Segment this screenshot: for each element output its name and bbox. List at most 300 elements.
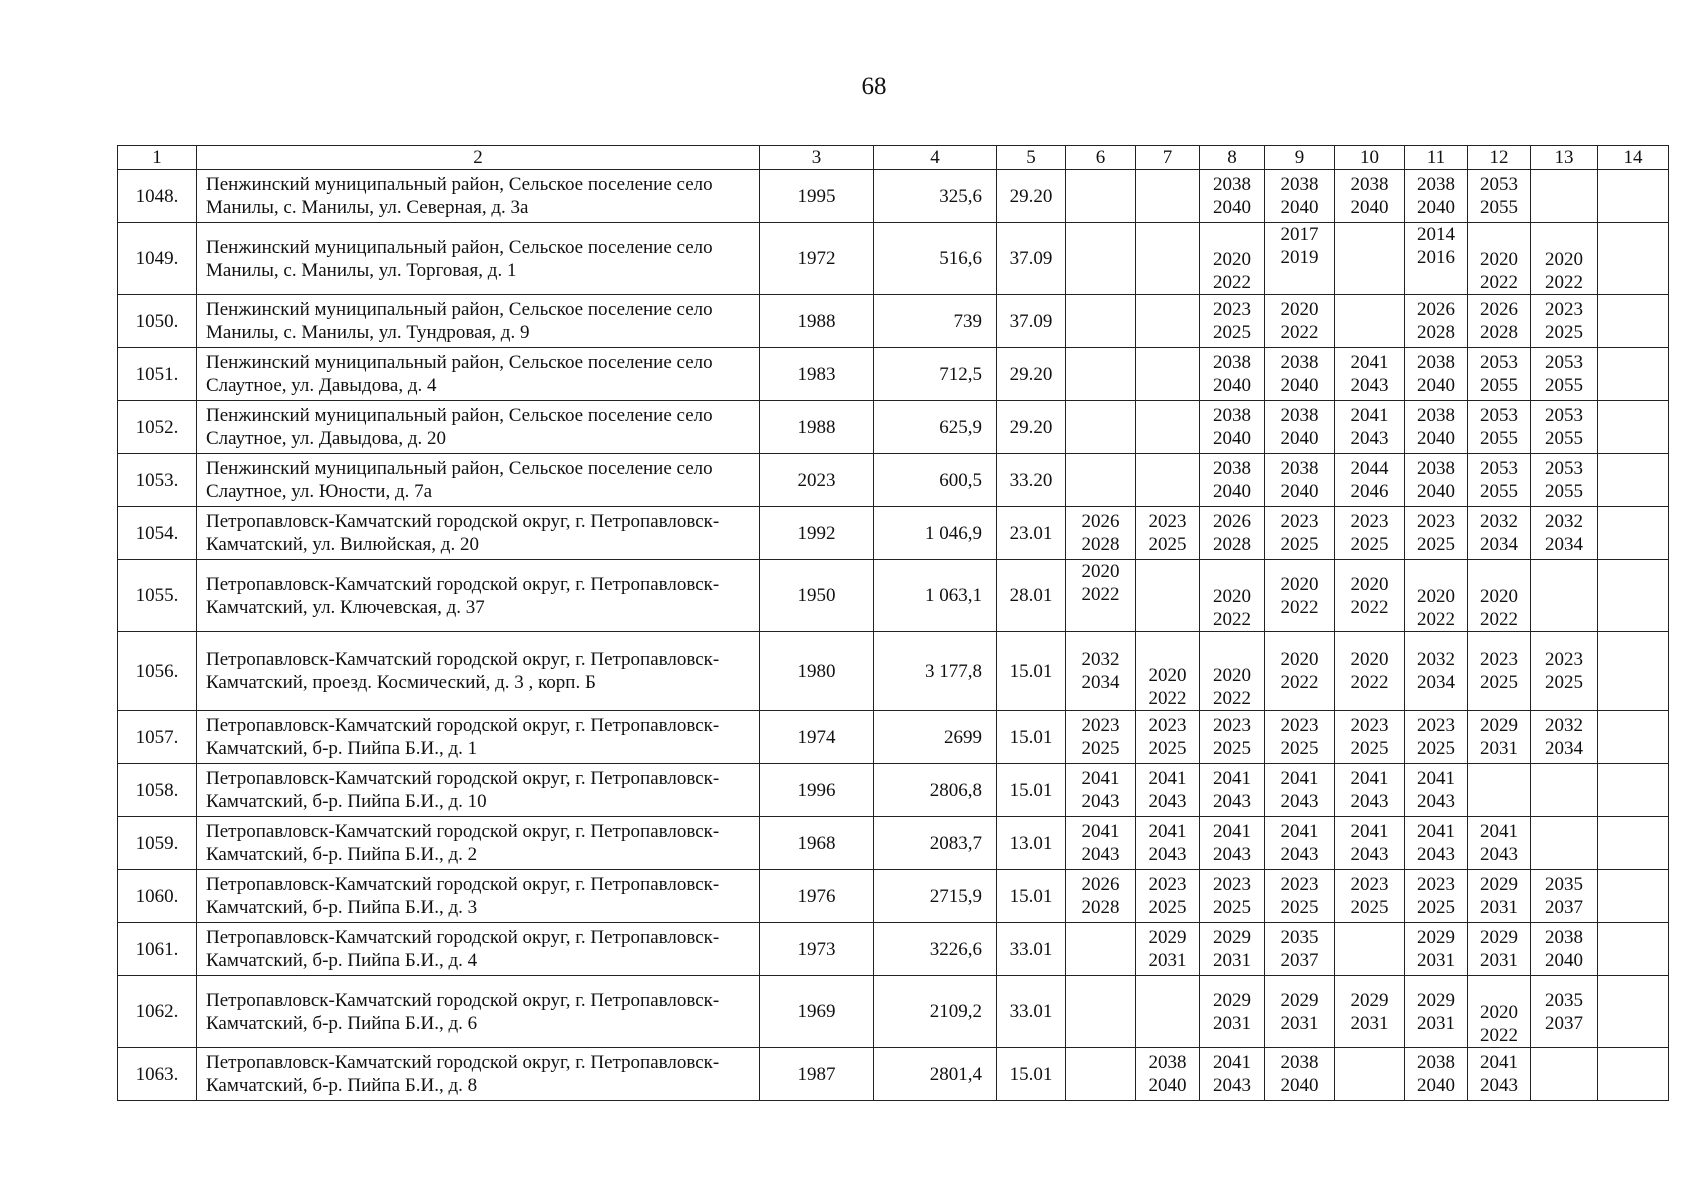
year-value: 2020	[1480, 249, 1518, 270]
row-number-cell: 1063.	[118, 1048, 197, 1101]
year-value: 2026	[1081, 874, 1120, 895]
year-range-cell	[1335, 711, 1405, 764]
year-value: 2031	[1480, 950, 1518, 971]
year-range-cell	[1468, 348, 1531, 401]
column-header-7: 7	[1136, 146, 1200, 170]
year-range-cell	[1136, 764, 1200, 817]
year-value: 2020	[1081, 561, 1120, 582]
table-row	[118, 632, 1669, 711]
year-value: 2053	[1480, 352, 1518, 373]
year-range-cell	[1066, 454, 1136, 507]
year-value: 2040	[1417, 1075, 1455, 1096]
year-range-cell	[1405, 223, 1468, 295]
code-cell: 15.01	[997, 870, 1066, 923]
year-range-cell	[1265, 1048, 1335, 1101]
year-value: 2025	[1213, 897, 1251, 918]
year-range-cell	[1200, 401, 1265, 454]
year-range-cell	[1265, 295, 1335, 348]
year-value: 2022	[1280, 322, 1319, 343]
year-value: 2029	[1417, 927, 1455, 948]
year-value: 2038	[1280, 405, 1319, 426]
year-range-cell	[1066, 923, 1136, 976]
year-range-cell	[1405, 976, 1468, 1048]
year-value: 2044	[1350, 458, 1389, 479]
year-value: 2029	[1480, 715, 1518, 736]
year-range-cell	[1531, 870, 1598, 923]
year-range-cell	[1405, 295, 1468, 348]
year-range-cell	[1405, 560, 1468, 632]
year-range-cell	[1598, 170, 1669, 223]
year-range-cell	[1531, 817, 1598, 870]
row-number-cell: 1058.	[118, 764, 197, 817]
year-value: 2053	[1545, 352, 1583, 373]
table-row	[118, 454, 1669, 507]
year-range-cell	[1468, 170, 1531, 223]
year-value: 2041	[1213, 768, 1251, 789]
year-value: 2035	[1545, 989, 1583, 1011]
area-cell: 2109,2	[874, 976, 997, 1048]
year-range-cell	[1265, 170, 1335, 223]
address-cell: Петропавловск-Камчатский городской округ, г. Петропавловск-Камчатский, б-р. Пийпа Б.И., д. 3	[197, 870, 760, 923]
year-built-cell: 1950	[760, 560, 874, 632]
year-value: 2031	[1148, 950, 1187, 971]
year-value: 2026	[1480, 299, 1518, 320]
column-header-5: 5	[997, 146, 1066, 170]
year-range-cell	[1136, 295, 1200, 348]
table-row	[118, 223, 1669, 295]
year-value: 2023	[1350, 874, 1389, 895]
year-range-cell	[1066, 401, 1136, 454]
year-value: 2025	[1350, 738, 1389, 759]
year-value: 2023	[1350, 715, 1389, 736]
year-value: 2038	[1280, 352, 1319, 373]
row-number-cell: 1054.	[118, 507, 197, 560]
year-value: 2029	[1350, 989, 1389, 1011]
address-cell: Петропавловск-Камчатский городской округ, г. Петропавловск-Камчатский, б-р. Пийпа Б.И., д. 4	[197, 923, 760, 976]
year-range-cell	[1468, 223, 1531, 295]
area-cell: 3 177,8	[874, 632, 997, 711]
year-range-cell	[1265, 711, 1335, 764]
year-range-cell	[1598, 817, 1669, 870]
year-value: 2043	[1280, 791, 1319, 812]
year-value: 2025	[1350, 897, 1389, 918]
year-value: 2025	[1148, 897, 1187, 918]
year-value: 2022	[1280, 672, 1319, 693]
year-range-cell	[1531, 560, 1598, 632]
year-range-cell	[1136, 348, 1200, 401]
year-range-cell	[1335, 764, 1405, 817]
year-range-cell	[1598, 223, 1669, 295]
area-cell: 712,5	[874, 348, 997, 401]
table-row	[118, 401, 1669, 454]
year-range-cell	[1598, 507, 1669, 560]
row-number-cell: 1056.	[118, 632, 197, 711]
year-value: 2040	[1280, 197, 1319, 218]
code-cell: 29.20	[997, 170, 1066, 223]
year-value: 2020	[1417, 586, 1455, 607]
year-value: 2043	[1480, 1075, 1518, 1096]
year-value: 2025	[1081, 738, 1120, 759]
table-row	[118, 560, 1669, 632]
year-range-cell	[1468, 817, 1531, 870]
year-range-cell	[1468, 295, 1531, 348]
year-value: 2031	[1280, 1012, 1319, 1034]
year-built-cell: 1974	[760, 711, 874, 764]
year-value: 2038	[1213, 174, 1251, 195]
year-range-cell	[1066, 223, 1136, 295]
year-range-cell	[1468, 711, 1531, 764]
year-range-cell	[1468, 764, 1531, 817]
year-built-cell: 1995	[760, 170, 874, 223]
register-table	[117, 145, 1669, 1101]
year-range-cell	[1531, 295, 1598, 348]
year-range-cell	[1531, 507, 1598, 560]
area-cell: 2801,4	[874, 1048, 997, 1101]
code-cell: 23.01	[997, 507, 1066, 560]
year-range-cell	[1531, 454, 1598, 507]
year-range-cell	[1468, 454, 1531, 507]
year-range-cell	[1335, 976, 1405, 1048]
year-value: 2023	[1213, 299, 1251, 320]
year-value: 2029	[1480, 874, 1518, 895]
year-value: 2040	[1417, 481, 1455, 502]
year-value: 2046	[1350, 481, 1389, 502]
year-built-cell: 1972	[760, 223, 874, 295]
year-range-cell	[1468, 1048, 1531, 1101]
year-value: 2053	[1545, 405, 1583, 426]
year-range-cell	[1265, 632, 1335, 711]
year-value: 2022	[1545, 272, 1583, 293]
year-value: 2028	[1081, 897, 1120, 918]
year-value: 2038	[1213, 352, 1251, 373]
year-range-cell	[1598, 560, 1669, 632]
year-value: 2035	[1280, 927, 1319, 948]
year-range-cell	[1468, 507, 1531, 560]
year-value: 2034	[1081, 672, 1120, 693]
code-cell: 29.20	[997, 348, 1066, 401]
year-range-cell	[1405, 507, 1468, 560]
address-cell: Петропавловск-Камчатский городской округ, г. Петропавловск-Камчатский, ул. Ключевская, д. 37	[197, 560, 760, 632]
year-value: 2043	[1417, 791, 1455, 812]
year-value: 2043	[1350, 791, 1389, 812]
year-value: 2038	[1417, 352, 1455, 373]
year-built-cell: 2023	[760, 454, 874, 507]
year-value: 2023	[1148, 511, 1187, 532]
year-value: 2032	[1081, 649, 1120, 670]
year-range-cell	[1531, 223, 1598, 295]
year-range-cell	[1200, 223, 1265, 295]
year-value: 2041	[1081, 768, 1120, 789]
year-range-cell	[1200, 348, 1265, 401]
year-range-cell	[1066, 817, 1136, 870]
year-value: 2043	[1148, 844, 1187, 865]
year-value: 2041	[1148, 768, 1187, 789]
year-range-cell	[1531, 764, 1598, 817]
year-value: 2025	[1148, 738, 1187, 759]
area-cell: 739	[874, 295, 997, 348]
year-value: 2023	[1280, 874, 1319, 895]
year-value: 2032	[1417, 649, 1455, 670]
year-range-cell	[1265, 401, 1335, 454]
year-range-cell	[1405, 401, 1468, 454]
address-cell: Петропавловск-Камчатский городской округ, г. Петропавловск-Камчатский, б-р. Пийпа Б.И., д. 2	[197, 817, 760, 870]
year-range-cell	[1200, 560, 1265, 632]
year-value: 2022	[1148, 688, 1187, 709]
address-cell: Пенжинский муниципальный район, Сельское поселение село Слаутное, ул. Юности, д. 7а	[197, 454, 760, 507]
year-value: 2023	[1545, 649, 1583, 670]
year-value: 2025	[1545, 322, 1583, 343]
year-range-cell	[1200, 764, 1265, 817]
year-value: 2043	[1213, 1075, 1251, 1096]
year-value: 2041	[1213, 1052, 1251, 1073]
year-value: 2026	[1081, 511, 1120, 532]
year-value: 2038	[1148, 1052, 1187, 1073]
row-number-cell: 1050.	[118, 295, 197, 348]
column-header-3: 3	[760, 146, 874, 170]
year-range-cell	[1200, 507, 1265, 560]
year-range-cell	[1405, 454, 1468, 507]
year-value: 2038	[1280, 1052, 1319, 1073]
year-range-cell	[1136, 170, 1200, 223]
year-range-cell	[1335, 1048, 1405, 1101]
table-row	[118, 711, 1669, 764]
year-value: 2041	[1350, 405, 1389, 426]
table-row	[118, 764, 1669, 817]
year-built-cell: 1969	[760, 976, 874, 1048]
column-header-6: 6	[1066, 146, 1136, 170]
year-range-cell	[1136, 923, 1200, 976]
year-range-cell	[1405, 170, 1468, 223]
address-cell: Петропавловск-Камчатский городской округ, г. Петропавловск-Камчатский, б-р. Пийпа Б.И., д. 6	[197, 976, 760, 1048]
year-value: 2020	[1350, 649, 1389, 670]
year-value: 2053	[1480, 174, 1518, 195]
column-header-4: 4	[874, 146, 997, 170]
year-value: 2043	[1417, 844, 1455, 865]
column-header-10: 10	[1335, 146, 1405, 170]
year-range-cell	[1598, 870, 1669, 923]
year-value: 2022	[1480, 1025, 1518, 1046]
year-value: 2017	[1280, 224, 1319, 245]
year-range-cell	[1468, 976, 1531, 1048]
year-value: 2040	[1213, 428, 1251, 449]
year-built-cell: 1987	[760, 1048, 874, 1101]
year-value: 2043	[1148, 791, 1187, 812]
year-value: 2038	[1417, 174, 1455, 195]
year-value: 2025	[1148, 534, 1187, 555]
year-range-cell	[1598, 401, 1669, 454]
year-range-cell	[1265, 348, 1335, 401]
year-built-cell: 1996	[760, 764, 874, 817]
year-range-cell	[1598, 764, 1669, 817]
year-range-cell	[1598, 295, 1669, 348]
code-cell: 29.20	[997, 401, 1066, 454]
year-value: 2029	[1480, 927, 1518, 948]
area-cell: 625,9	[874, 401, 997, 454]
year-range-cell	[1136, 1048, 1200, 1101]
year-range-cell	[1265, 817, 1335, 870]
area-cell: 1 063,1	[874, 560, 997, 632]
year-value: 2022	[1213, 272, 1251, 293]
address-cell: Петропавловск-Камчатский городской округ, г. Петропавловск-Камчатский, б-р. Пийпа Б.И., д. 1	[197, 711, 760, 764]
column-header-2: 2	[197, 146, 760, 170]
year-range-cell	[1136, 507, 1200, 560]
table-row	[118, 1048, 1669, 1101]
area-cell: 600,5	[874, 454, 997, 507]
year-value: 2031	[1480, 897, 1518, 918]
year-value: 2020	[1480, 1002, 1518, 1023]
year-value: 2031	[1417, 950, 1455, 971]
year-value: 2043	[1350, 844, 1389, 865]
year-range-cell	[1066, 295, 1136, 348]
year-range-cell	[1200, 170, 1265, 223]
year-range-cell	[1531, 711, 1598, 764]
year-value: 2016	[1417, 247, 1455, 268]
year-range-cell	[1335, 632, 1405, 711]
year-value: 2038	[1213, 405, 1251, 426]
year-range-cell	[1136, 976, 1200, 1048]
year-value: 2043	[1480, 844, 1518, 865]
table-row	[118, 870, 1669, 923]
year-value: 2038	[1417, 405, 1455, 426]
year-value: 2025	[1280, 897, 1319, 918]
year-value: 2023	[1280, 715, 1319, 736]
area-cell: 1 046,9	[874, 507, 997, 560]
year-value: 2025	[1280, 534, 1319, 555]
year-value: 2025	[1417, 534, 1455, 555]
year-range-cell	[1405, 817, 1468, 870]
year-range-cell	[1136, 870, 1200, 923]
year-value: 2023	[1350, 511, 1389, 532]
year-value: 2038	[1545, 927, 1583, 948]
address-cell: Петропавловск-Камчатский городской округ, г. Петропавловск-Камчатский, б-р. Пийпа Б.И., д. 8	[197, 1048, 760, 1101]
year-value: 2040	[1280, 1075, 1319, 1096]
year-range-cell	[1265, 976, 1335, 1048]
year-value: 2055	[1480, 481, 1518, 502]
year-value: 2029	[1280, 989, 1319, 1011]
year-value: 2041	[1480, 821, 1518, 842]
year-range-cell	[1335, 401, 1405, 454]
year-range-cell	[1598, 923, 1669, 976]
row-number-cell: 1051.	[118, 348, 197, 401]
year-range-cell	[1200, 817, 1265, 870]
year-value: 2041	[1280, 821, 1319, 842]
table-row	[118, 923, 1669, 976]
column-header-14: 14	[1598, 146, 1669, 170]
year-range-cell	[1531, 923, 1598, 976]
year-value: 2020	[1545, 249, 1583, 270]
year-range-cell	[1531, 976, 1598, 1048]
year-range-cell	[1531, 348, 1598, 401]
year-value: 2040	[1213, 375, 1251, 396]
year-range-cell	[1405, 632, 1468, 711]
year-value: 2041	[1148, 821, 1187, 842]
table-row	[118, 170, 1669, 223]
year-value: 2022	[1417, 609, 1455, 630]
year-value: 2028	[1417, 322, 1455, 343]
year-value: 2026	[1417, 299, 1455, 320]
table-row	[118, 295, 1669, 348]
year-value: 2025	[1417, 897, 1455, 918]
code-cell: 28.01	[997, 560, 1066, 632]
row-number-cell: 1052.	[118, 401, 197, 454]
table-row	[118, 348, 1669, 401]
year-range-cell	[1598, 348, 1669, 401]
year-value: 2041	[1280, 768, 1319, 789]
year-value: 2028	[1480, 322, 1518, 343]
year-range-cell	[1066, 560, 1136, 632]
year-value: 2040	[1213, 197, 1251, 218]
area-cell: 516,6	[874, 223, 997, 295]
table-row	[118, 507, 1669, 560]
year-value: 2023	[1213, 874, 1251, 895]
year-value: 2031	[1417, 1012, 1455, 1034]
year-range-cell	[1531, 401, 1598, 454]
year-value: 2025	[1213, 322, 1251, 343]
year-value: 2040	[1545, 950, 1583, 971]
year-value: 2055	[1545, 375, 1583, 396]
year-range-cell	[1335, 295, 1405, 348]
year-value: 2023	[1148, 874, 1187, 895]
column-header-12: 12	[1468, 146, 1531, 170]
year-value: 2022	[1480, 609, 1518, 630]
year-value: 2014	[1417, 224, 1455, 245]
year-value: 2053	[1480, 405, 1518, 426]
year-value: 2029	[1417, 989, 1455, 1011]
row-number-cell: 1060.	[118, 870, 197, 923]
year-value: 2035	[1545, 874, 1583, 895]
year-range-cell	[1598, 454, 1669, 507]
code-cell: 15.01	[997, 764, 1066, 817]
year-range-cell	[1136, 223, 1200, 295]
year-value: 2043	[1213, 791, 1251, 812]
year-value: 2020	[1148, 665, 1187, 686]
year-value: 2020	[1213, 586, 1251, 607]
year-range-cell	[1265, 923, 1335, 976]
year-range-cell	[1468, 923, 1531, 976]
column-header-8: 8	[1200, 146, 1265, 170]
year-value: 2055	[1545, 428, 1583, 449]
code-cell: 33.01	[997, 923, 1066, 976]
year-range-cell	[1405, 870, 1468, 923]
row-number-cell: 1053.	[118, 454, 197, 507]
year-range-cell	[1335, 170, 1405, 223]
year-range-cell	[1405, 348, 1468, 401]
year-range-cell	[1335, 923, 1405, 976]
code-cell: 37.09	[997, 295, 1066, 348]
year-value: 2023	[1417, 511, 1455, 532]
year-value: 2040	[1280, 428, 1319, 449]
year-value: 2022	[1480, 272, 1518, 293]
year-value: 2040	[1213, 481, 1251, 502]
year-range-cell	[1405, 1048, 1468, 1101]
year-range-cell	[1136, 817, 1200, 870]
year-value: 2055	[1545, 481, 1583, 502]
year-range-cell	[1136, 454, 1200, 507]
year-value: 2023	[1417, 715, 1455, 736]
area-cell: 2083,7	[874, 817, 997, 870]
year-value: 2028	[1081, 534, 1120, 555]
year-value: 2029	[1213, 989, 1251, 1011]
year-value: 2032	[1545, 511, 1583, 532]
year-value: 2031	[1350, 1012, 1389, 1034]
year-range-cell	[1335, 560, 1405, 632]
area-cell: 3226,6	[874, 923, 997, 976]
year-range-cell	[1405, 923, 1468, 976]
year-built-cell: 1988	[760, 295, 874, 348]
code-cell: 15.01	[997, 632, 1066, 711]
year-range-cell	[1136, 711, 1200, 764]
row-number-cell: 1057.	[118, 711, 197, 764]
